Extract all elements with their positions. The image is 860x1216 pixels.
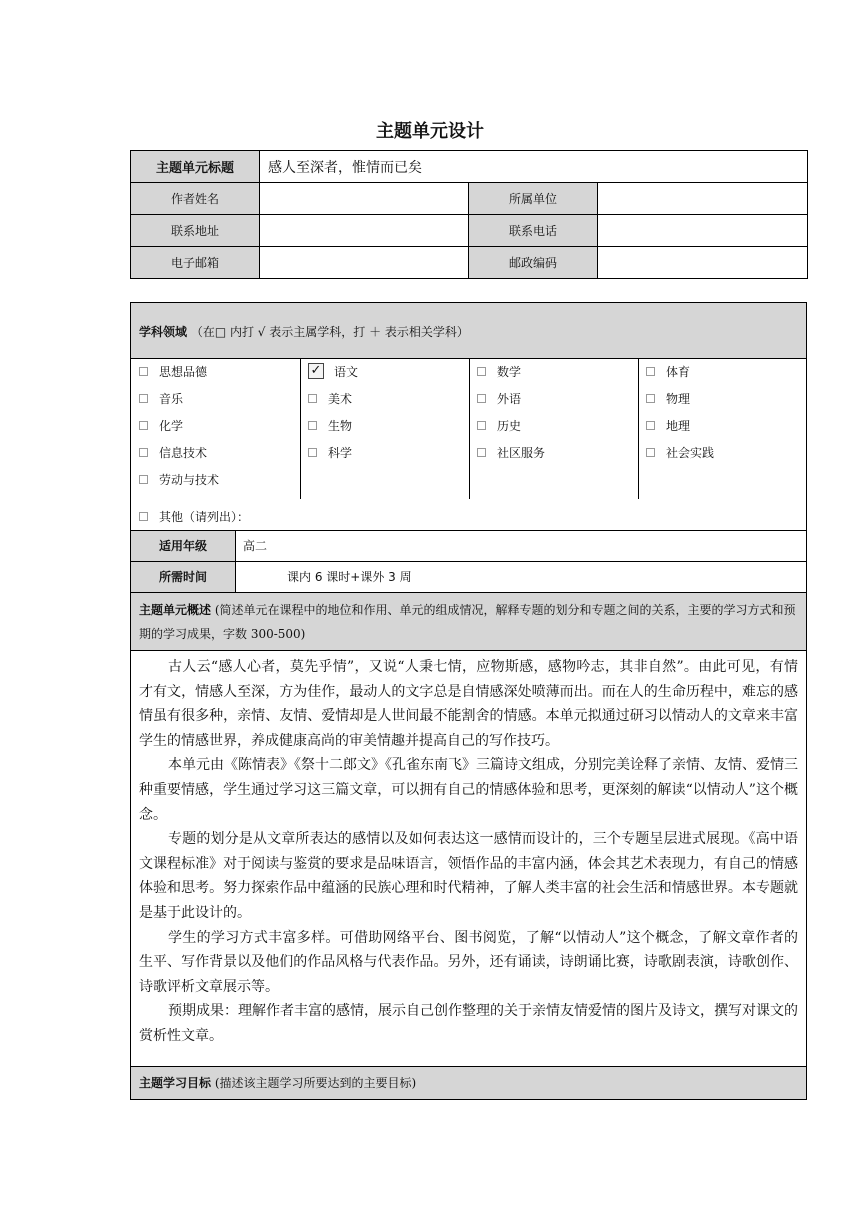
author-field[interactable] (260, 183, 469, 215)
grade-row (131, 530, 806, 561)
column-divider (469, 359, 470, 499)
overview-paragraph: 学生的学习方式丰富多样。可借助网络平台、图书阅览，了解“以情动人”这个概念，了解文章作者的生平、写作背景以及他们的作品风格与代表作品。另外，还有诵读，诗朗诵比赛，诗歌剧表演，诗歌创作、诗歌评析文章展示等。 (139, 929, 798, 995)
postcode-label: 邮政编码 (469, 247, 598, 279)
subject-option-label: 体育 (666, 365, 691, 379)
overview-label: 主题单元概述 (139, 603, 212, 617)
checkbox-icon[interactable] (139, 448, 148, 457)
subject-option-label: 历史 (497, 419, 522, 433)
subject-option-label: 社区服务 (497, 446, 546, 460)
subject-option[interactable] (638, 413, 807, 440)
checkbox-icon[interactable] (646, 421, 655, 430)
checkbox-icon[interactable] (477, 421, 486, 430)
time-label: 所需时间 (131, 562, 236, 592)
overview-paragraph: 本单元由《陈情表》《祭十二郎文》《孔雀东南飞》三篇诗文组成，分别完美诠释了亲情、友情、爱情三种重要情感，学生通过学习这三篇文章，可以拥有自己的情感体验和思考，更深刻的解读“以情动人”这个概念。 (139, 757, 798, 823)
phone-label: 联系电话 (469, 215, 598, 247)
subject-column (131, 359, 300, 499)
address-label: 联系地址 (131, 215, 260, 247)
subject-option[interactable] (469, 440, 638, 467)
info-table (130, 150, 808, 279)
subject-option-label: 外语 (497, 392, 522, 406)
subject-column (638, 359, 807, 499)
subject-section (130, 302, 807, 1100)
subject-option[interactable] (638, 359, 807, 386)
grade-label: 适用年级 (131, 531, 236, 561)
column-divider (300, 359, 301, 499)
goal-label: 主题学习目标 (139, 1076, 212, 1090)
subject-hint: （在□ 内打 √ 表示主属学科，打 ＋ 表示相关学科） (190, 325, 469, 339)
checkbox-icon[interactable] (139, 421, 148, 430)
subject-option[interactable] (638, 440, 807, 467)
subject-option-label: 数学 (497, 365, 522, 379)
subject-option[interactable] (131, 413, 300, 440)
time-value[interactable]: 课内 6 课时+课外 3 周 (287, 570, 412, 584)
checkbox-icon[interactable] (308, 421, 317, 430)
subject-option-label: 生物 (328, 419, 353, 433)
goal-hint: (描述该主题学习所要达到的主要目标) (214, 1076, 417, 1090)
overview-paragraph: 专题的划分是从文章所表达的感情以及如何表达这一感情而设计的，三个专题呈层进式展现。《高中语文课程标准》对于阅读与鉴赏的要求是品味语言，领悟作品的丰富内涵，体会其艺术表现力，有自己的情感体验和思考。努力探索作品中蕴涵的民族心理和时代精神，了解人类丰富的社会生活和情感世界。本专题就是基于此设计的。 (139, 831, 798, 921)
overview-hint: (简述单元在课程中的地位和作用、单元的组成情况，解释专题的划分和专题之间的关系，主要的学习方式和预期的学习成果，字数 300-500) (139, 603, 796, 641)
checkbox-icon[interactable] (308, 394, 317, 403)
subject-option[interactable] (131, 359, 300, 386)
email-label: 电子邮箱 (131, 247, 260, 279)
subject-column (469, 359, 638, 499)
subject-option[interactable] (131, 467, 300, 494)
checkbox-icon[interactable] (477, 367, 486, 376)
unit-field[interactable] (598, 183, 808, 215)
checkbox-icon[interactable] (308, 448, 317, 457)
unit-label: 所属单位 (469, 183, 598, 215)
subject-option-label: 物理 (666, 392, 691, 406)
subject-option-label: 劳动与技术 (159, 473, 220, 487)
overview-body[interactable] (131, 650, 806, 1066)
time-row (131, 561, 806, 592)
subject-option-label: 语文 (334, 365, 359, 379)
checkbox-icon[interactable] (646, 448, 655, 457)
checkbox-icon[interactable] (139, 512, 148, 521)
overview-paragraph: 古人云“感人心者，莫先乎情”，又说“人秉七情，应物斯感，感物吟志，其非自然”。由此可见，有情才有文，情感人至深，方为佳作，最动人的文字总是自情感深处喷薄而出。而在人的生命历程中，难忘的感情虽有很多种，亲情、友情、爱情却是人世间最不能割舍的情感。本单元拟通过研习以情动人的文章来丰富学生的情感世界，养成健康高尚的审美情趣并提高自己的写作技巧。 (139, 659, 798, 749)
other-label: 其他（请列出）： (159, 510, 250, 524)
subject-header (131, 303, 806, 359)
checkbox-icon[interactable] (477, 448, 486, 457)
subject-option[interactable] (300, 386, 469, 413)
subject-option[interactable] (638, 386, 807, 413)
subject-option[interactable] (131, 386, 300, 413)
subject-option-label: 地理 (666, 419, 691, 433)
author-label: 作者姓名 (131, 183, 260, 215)
checkbox-icon[interactable] (139, 394, 148, 403)
overview-paragraph: 预期成果：理解作者丰富的感情，展示自己创作整理的关于亲情友情爱情的图片及诗文，撰写对课文的赏析性文章。 (139, 1003, 798, 1044)
email-field[interactable] (260, 247, 469, 279)
subject-option-label: 化学 (159, 419, 184, 433)
subject-column (300, 359, 469, 499)
address-field[interactable] (260, 215, 469, 247)
checkbox-icon[interactable] (139, 475, 148, 484)
goal-header (131, 1066, 806, 1099)
subject-option[interactable] (469, 413, 638, 440)
subject-option-label: 音乐 (159, 392, 184, 406)
subject-option[interactable] (469, 359, 638, 386)
subject-option[interactable] (469, 386, 638, 413)
subject-option-label: 思想品德 (159, 365, 208, 379)
theme-title-label: 主题单元标题 (131, 151, 260, 183)
page-title: 主题单元设计 (376, 121, 484, 142)
overview-header (131, 592, 806, 650)
theme-title-value[interactable]: 感人至深者，惟情而已矣 (260, 151, 808, 183)
subject-option[interactable] (300, 440, 469, 467)
other-subjects[interactable] (131, 504, 806, 530)
phone-field[interactable] (598, 215, 808, 247)
subject-option[interactable] (300, 413, 469, 440)
subject-label: 学科领域 (139, 325, 188, 339)
column-divider (638, 359, 639, 499)
checkbox-icon[interactable] (139, 367, 148, 376)
postcode-field[interactable] (598, 247, 808, 279)
checked-checkbox-icon[interactable]: ✓ (308, 363, 324, 379)
subject-option[interactable] (131, 440, 300, 467)
subject-option[interactable] (300, 359, 469, 386)
checkbox-icon[interactable] (477, 394, 486, 403)
grade-value[interactable]: 高二 (243, 539, 268, 553)
checkbox-icon[interactable] (646, 367, 655, 376)
subject-option-label: 信息技术 (159, 446, 208, 460)
subject-option-label: 社会实践 (666, 446, 715, 460)
subject-option-label: 美术 (328, 392, 353, 406)
subject-option-label: 科学 (328, 446, 353, 460)
checkbox-icon[interactable] (646, 394, 655, 403)
